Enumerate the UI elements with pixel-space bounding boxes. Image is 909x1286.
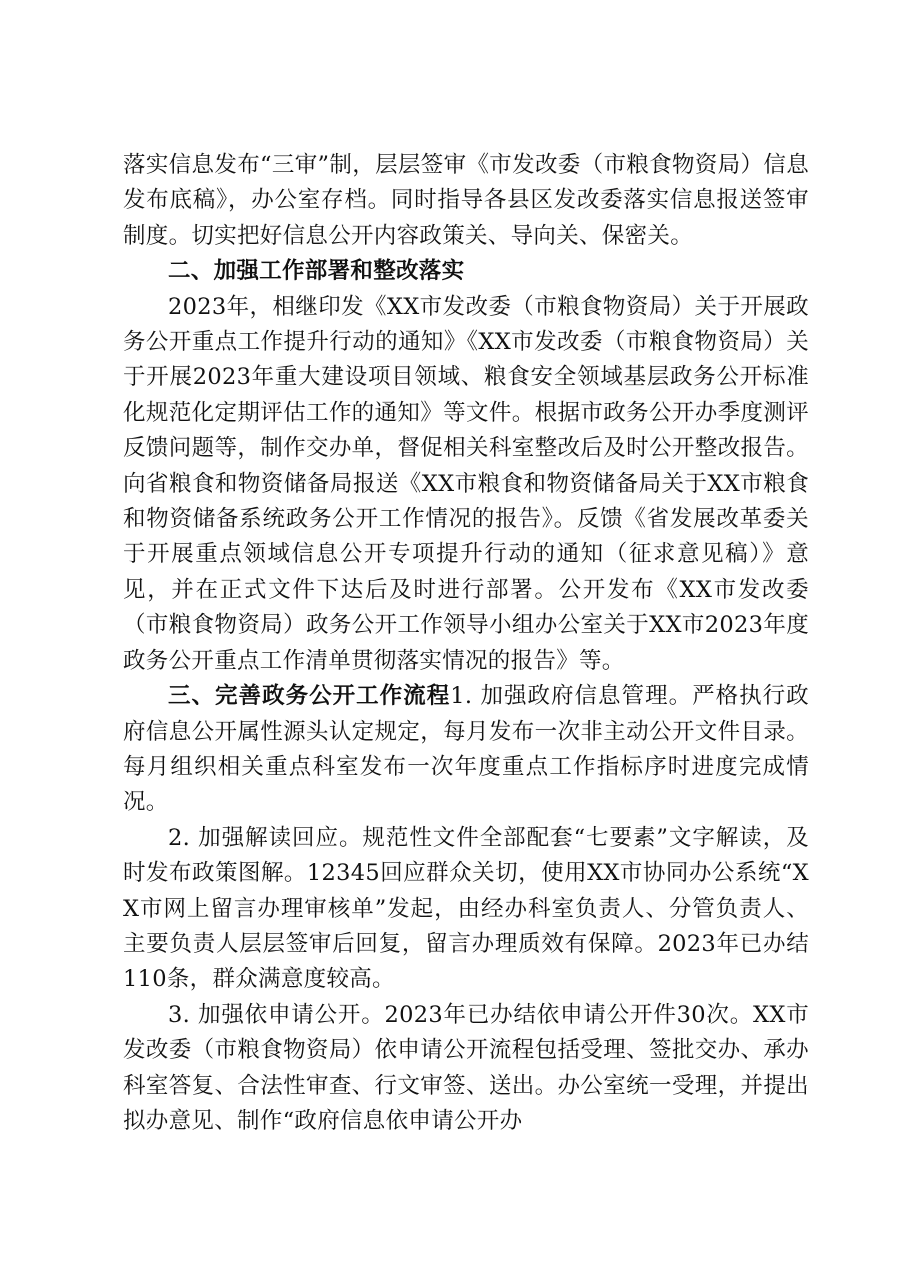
paragraph-1: 落实信息发布“三审”制，层层签审《市发改委（市粮食物资局）信息发布底稿》，办公室存档。同时指导各县区发改委落实信息报送签审制度。切实把好信息公开内容政策关、导向关、保密关。 — [123, 152, 809, 249]
paragraph-5: 3. 加强依申请公开。2023年已办结依申请公开件30次。XX市发改委（市粮食物资局）依申请公开流程包括受理、签批交办、承办科室答复、合法性审查、行文审签、送出。办公室统一受理，并提出拟办意见、制作“政府信息依申请公开办 — [123, 1001, 809, 1134]
paragraph-2: 2023年，相继印发《XX市发改委（市粮食物资局）关于开展政务公开重点工作提升行动的通知》《XX市发改委（市粮食物资局）关于开展2023年重大建设项目领域、粮食安全领域基层政务公开标准化规范化定期评估工作的通知》等文件。根据市政务公开办季度测评反馈问题等，制作交办单，督促相关科室整改后及时公开整改报告。向省粮食和物资储备局报送《XX市粮食和物资储备局关于XX市粮食和物资储备系统政务公开工作情况的报告》。反馈《省发展改革委关于开展重点领域信息公开专项提升行动的通知（征求意见稿）》意见，并在正式文件下达后及时进行部署。公开发布《XX市发改委（市粮食物资局）政务公开工作领导小组办公室关于XX市2023年度政务公开重点工作清单贯彻落实情况的报告》等。 — [123, 293, 809, 674]
section-heading-3: 三、完善政务公开工作流程 — [168, 683, 451, 710]
paragraph-3: 1. 加强政府信息管理。严格执行政府信息公开属性源头认定规定，每月发布一次非主动公开文件目录。每月组织相关重点科室发布一次年度重点工作指标序时进度完成情况。 — [123, 683, 809, 816]
section-heading-2: 二、加强工作部署和整改落实 — [168, 258, 465, 285]
paragraph-4: 2. 加强解读回应。规范性文件全部配套“七要素”文字解读，及时发布政策图解。12345回应群众关切，使用XX市协同办公系统“XX市网上留言办理审核单”发起，由经办科室负责人、分管负责人、主要负责人层层签审后回复，留言办理质效有保障。2023年已办结110条，群众满意度较高。 — [123, 824, 809, 993]
section-heading-2-para — [123, 254, 809, 289]
document-page — [123, 148, 809, 1139]
section-3-para — [123, 679, 809, 821]
